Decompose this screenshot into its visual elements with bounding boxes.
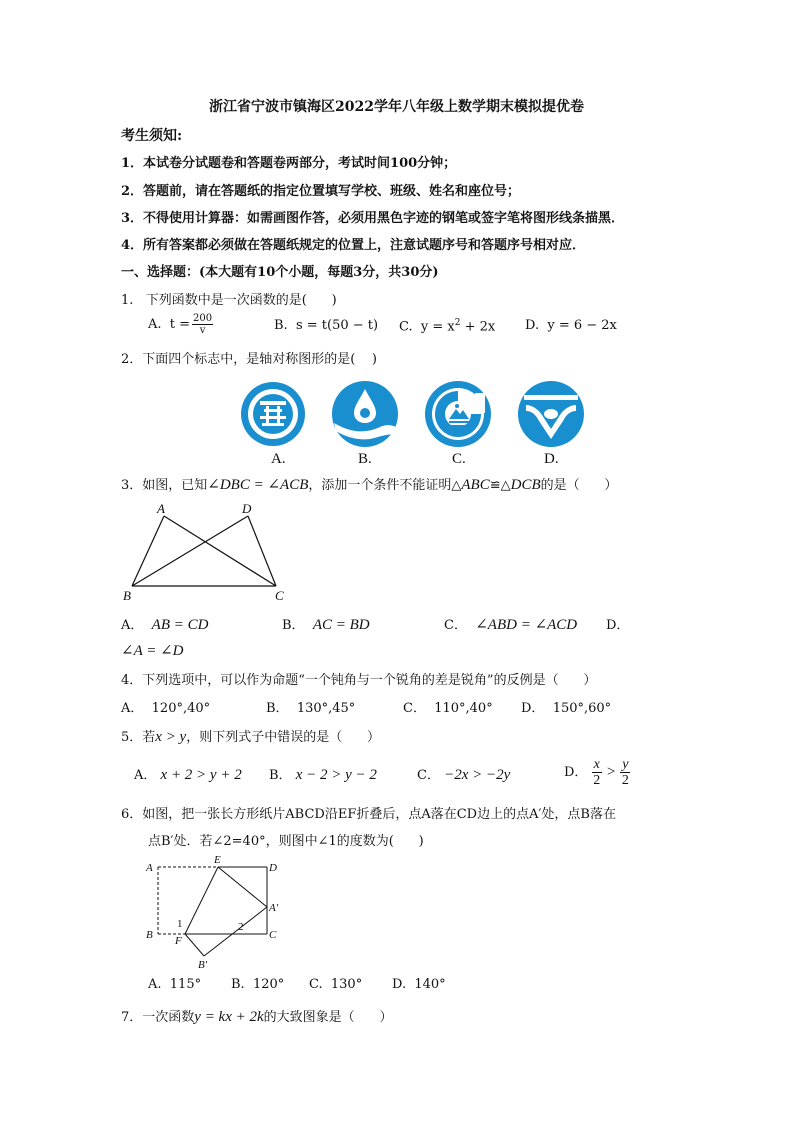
q3-segment-ac <box>164 516 276 586</box>
q6-segment-a-prime-b-prime <box>204 907 267 956</box>
q6-angle-2: 2 <box>238 921 244 933</box>
logo-a-icon <box>238 379 308 449</box>
q1-option-c-suffix: + 2x <box>460 319 496 335</box>
q6-point-c: C <box>269 929 277 941</box>
q6-point-a-prime: A′ <box>269 902 279 914</box>
q6-point-d: D <box>269 862 277 874</box>
q1-option-a-prefix: A. t = <box>148 317 191 332</box>
logo-c-icon <box>423 379 493 449</box>
q3-stem-part3: 的是（ ） <box>540 478 618 493</box>
notice-item-1: 1．本试卷分试题卷和答题卷两部分，考试时间100分钟； <box>121 156 457 171</box>
q5-option-d-gt: > <box>605 764 617 780</box>
section-heading: 一、选择题：(本大题有10个小题，每题3分，共30分) <box>121 265 439 280</box>
q5-option-d-den1: 2 <box>593 773 601 788</box>
q5-option-d <box>564 757 630 788</box>
question-6-stem-line1: 6．如图，把一张长方形纸片ABCD沿EF折叠后，点A落在CD边上的点A′处，点B落在 <box>121 807 616 822</box>
q5-stem-part2: ，则下列式子中错误的是（ ） <box>186 730 381 745</box>
q5-option-d-num2: y <box>622 757 629 772</box>
q5-option-a-label: A． <box>134 768 157 783</box>
q1-option-a-denominator: v <box>199 325 206 336</box>
logo-label-a: A. <box>271 451 286 467</box>
q3-option-a-label: A． <box>121 618 144 633</box>
q5-option-c-text: −2x > −2y <box>444 767 511 783</box>
q1-option-a <box>148 313 215 336</box>
q5-option-c-label: C． <box>417 768 440 783</box>
q5-option-a-text: x + 2 > y + 2 <box>160 767 242 783</box>
q3-segment-db <box>132 516 248 586</box>
q6-segment-ef <box>185 867 218 934</box>
q3-stem-triangle2: DCB <box>510 477 541 493</box>
logo-label-b: B. <box>358 451 372 467</box>
q3-option-c-label: C． <box>444 618 467 633</box>
q7-stem-part1: 7．一次函数 <box>121 1010 195 1025</box>
q3-figure <box>118 500 298 606</box>
q3-stem-part1: 3．如图，已知 <box>121 478 208 493</box>
q5-stem-part1: 5．若 <box>121 730 156 745</box>
q5-option-d-label: D． <box>564 765 588 780</box>
question-2-stem: 2．下面四个标志中，是轴对称图形的是( ) <box>121 352 377 367</box>
q1-option-d: D. y = 6 − 2x <box>525 318 617 333</box>
q6-point-e: E <box>214 854 221 866</box>
q1-option-c <box>399 318 495 334</box>
notice-heading: 考生须知: <box>121 128 183 144</box>
q3-option-d <box>121 641 183 660</box>
q6-point-a: A <box>146 862 153 874</box>
q3-option-d-text: ∠A = ∠D <box>121 643 184 659</box>
question-3-stem <box>121 474 617 494</box>
q5-option-b-label: B． <box>269 768 292 783</box>
q4-option-a: A． 120°,40° <box>121 701 211 716</box>
q3-point-d: D <box>242 501 252 516</box>
q6-point-f: F <box>175 935 182 947</box>
q1-option-a-numerator: 200 <box>193 313 213 324</box>
q4-option-d: D． 150°,60° <box>521 701 612 716</box>
question-4-stem: 4．下列选项中，可以作为命题“一个钝角与一个锐角的差是锐角”的反例是（ ） <box>121 673 597 688</box>
logo-d-icon <box>516 379 586 449</box>
q3-point-a: A <box>157 501 165 516</box>
q6-segment-ea-prime <box>218 867 267 907</box>
q6-point-b-prime: B′ <box>198 959 208 971</box>
q4-option-c: C． 110°,40° <box>403 701 493 716</box>
question-7-stem <box>121 1006 392 1026</box>
q3-option-a-text: AB = CD <box>151 617 209 633</box>
q3-option-c-text: ∠ABD = ∠ACD <box>475 617 578 633</box>
q3-stem-condition: ∠DBC = ∠ACB <box>207 477 309 493</box>
notice-item-2: 2．答题前，请在答题纸的指定位置填写学校、班级、姓名和座位号； <box>121 184 521 199</box>
q1-option-b: B. s = t(50 − t) <box>274 318 379 333</box>
q6-option-d: D. 140° <box>392 977 446 992</box>
q5-option-c <box>417 764 510 784</box>
q5-option-b <box>269 764 377 784</box>
q3-option-a <box>121 614 208 634</box>
q3-option-b-text: AC = BD <box>312 617 370 633</box>
q3-segment-dc <box>248 516 276 586</box>
q3-point-b: B <box>123 588 131 603</box>
q3-option-b-label: B． <box>282 618 305 633</box>
q3-stem-part2: ，添加一个条件不能证明△ <box>308 478 462 493</box>
q7-stem-function: y = kx + 2k <box>194 1009 264 1025</box>
q5-option-b-text: x − 2 > y − 2 <box>295 767 377 783</box>
q6-option-a: A. 115° <box>148 977 202 992</box>
q6-angle-1: 1 <box>177 918 183 930</box>
q7-stem-part2: 的大致图象是（ ） <box>263 1010 393 1025</box>
question-1-stem: 1. 下列函数中是一次函数的是( ) <box>121 293 337 308</box>
question-5-stem <box>121 726 380 746</box>
logo-label-c: C. <box>452 451 466 467</box>
q5-stem-condition: x > y <box>155 729 187 745</box>
q3-option-d-label: D． <box>606 618 630 633</box>
q6-point-b: B <box>146 929 153 941</box>
q5-option-d-num1: x <box>593 757 600 772</box>
q1-option-c-prefix: C. y = x <box>399 319 455 335</box>
q6-option-b: B. 120° <box>231 977 285 992</box>
q3-point-c: C <box>275 588 284 603</box>
q3-option-b <box>282 614 370 634</box>
q5-option-d-den2: 2 <box>621 773 629 788</box>
page-title: 浙江省宁波市镇海区2022学年八年级上数学期末模拟提优卷 <box>209 99 584 115</box>
q3-stem-triangle1: ABC <box>461 477 490 493</box>
notice-item-4: 4．所有答案都必须做在答题纸规定的位置上，注意试题序号和答题序号相对应． <box>121 238 586 253</box>
q3-stem-congruent: ≌△ <box>489 478 511 493</box>
q6-option-c: C. 130° <box>309 977 363 992</box>
q3-option-c <box>444 614 577 634</box>
q5-option-a <box>134 764 242 784</box>
notice-item-3: 3．不得使用计算器：如需画图作答，必须用黑色字迹的钢笔或签字笔将图形线条描黑． <box>121 211 625 226</box>
logo-b-icon <box>330 379 400 449</box>
q1-option-c-exponent: 2 <box>454 318 461 328</box>
q4-option-b: B． 130°,45° <box>266 701 356 716</box>
q6-figure <box>140 853 290 973</box>
logo-label-d: D. <box>544 451 559 467</box>
q6-segment-b-prime-f <box>185 934 204 956</box>
q3-segment-ab <box>132 516 164 586</box>
question-6-stem-line2: 点B′处．若∠2=40°，则图中∠1的度数为( ) <box>148 834 424 849</box>
